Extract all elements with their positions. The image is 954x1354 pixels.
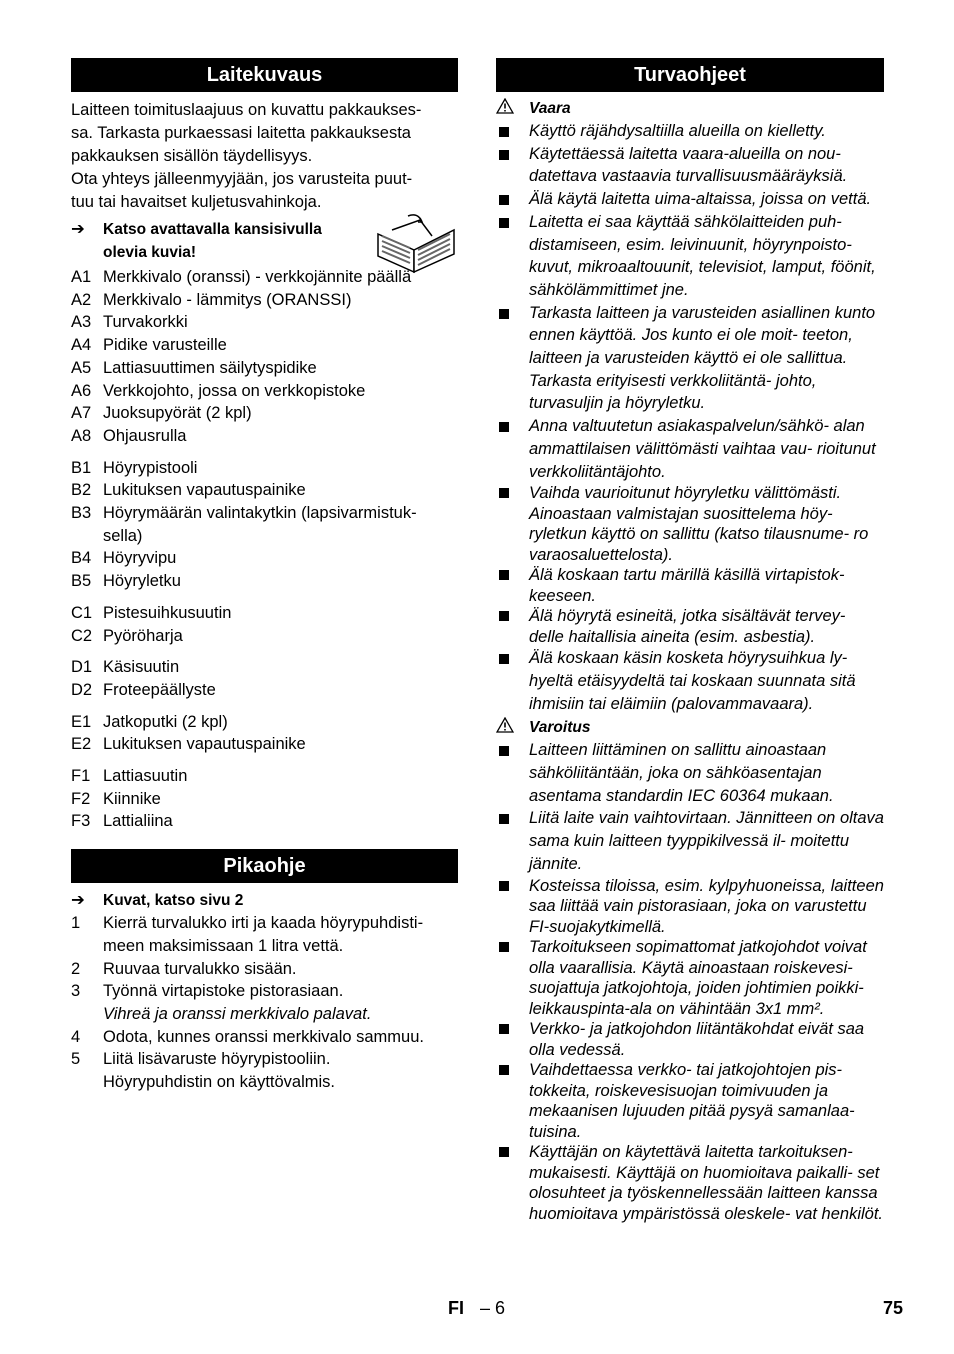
bullet-square-icon — [496, 415, 529, 483]
warning-label-text: Varoitus — [529, 719, 591, 737]
bullet-square-icon — [496, 739, 529, 807]
bullet-square-icon — [496, 876, 529, 938]
bullet-item — [496, 211, 884, 302]
bullet-text: Älä höyrytä esineitä, jotka sisältävät tervey- delle haitallisia aineita (esim. asbestia). — [529, 607, 846, 646]
cover-note-text: Katso avattavalla kansisivulla olevia kuvia! — [103, 221, 322, 261]
step-item — [71, 1048, 458, 1071]
bullet-text: Tarkoitukseen sopimattomat jatkojohdot voivat olla vaarallisia. Käytä ainoastaan roiskevesi- suojattuja jatkojohtoja, joiden johtimien poikki- leikkauspinta-ala on vähintään 3x1 mm². — [529, 938, 867, 1018]
parts-list-item — [71, 625, 458, 648]
item-text: Lattialiina — [103, 812, 173, 831]
bullet-text: Liitä laite vain vaihtovirtaan. Jännitteen on oltava sama kuin laitteen tyyppikilvessä il- moitettu jännite. — [529, 809, 884, 873]
bullet-text: Älä koskaan käsin kosketa höyrysuihkua ly- hyeltä etäisyydeltä tai koskaan suunnata sitä ihmisiin tai eläimiin (palovammavaara). — [529, 649, 856, 713]
danger-label-text: Vaara — [529, 100, 571, 117]
item-code: F3 — [71, 812, 91, 831]
step-text: Kierrä turvalukko irti ja kaada höyrypuhdisti- meen maksimissaan 1 litra vettä. — [103, 914, 424, 955]
item-code: F2 — [71, 789, 91, 808]
item-text: Höyrymäärän valintakytkin (lapsivarmistuk- sella) — [103, 504, 417, 545]
item-code: A3 — [71, 313, 92, 332]
item-text: Froteepäällyste — [103, 680, 216, 699]
bullet-square-icon — [496, 1019, 529, 1060]
item-text: Verkkojohto, jossa on verkkopistoke — [103, 381, 366, 400]
item-code: B4 — [71, 549, 92, 568]
parts-list-item — [71, 602, 458, 625]
open-book-icon — [374, 212, 458, 276]
arrow-icon: ➔ — [71, 220, 85, 238]
parts-list-item — [71, 656, 458, 679]
item-code: A7 — [71, 404, 92, 423]
bullet-square-icon — [496, 211, 529, 302]
bullet-item — [496, 415, 884, 483]
item-text: Pyöröharja — [103, 626, 183, 645]
parts-list-item — [71, 547, 458, 570]
warning-triangle-icon — [496, 717, 529, 739]
bullet-text: Älä käytä laitetta uima-altaissa, joissa on vettä. — [529, 190, 872, 209]
quick-note-text: Kuvat, katso sivu 2 — [103, 892, 244, 910]
parts-list-item — [71, 457, 458, 480]
parts-list-item — [71, 502, 458, 547]
danger-label — [496, 98, 884, 120]
bullet-text: Tarkasta laitteen ja varusteiden asiallinen kunto ennen käyttöä. Jos kunto ei ole moit- teeton, laitteen ja varusteiden käyttö ei ole sallittua. Tarkasta erityisesti verkkoliitäntä- johto, turvasuljin ja höyryletku. — [529, 303, 876, 413]
item-text: Lattiasuuttimen säilytyspidike — [103, 358, 317, 377]
parts-list-item — [71, 711, 458, 734]
item-code: E2 — [71, 735, 92, 754]
bullet-square-icon — [496, 302, 529, 416]
parts-list — [71, 266, 458, 833]
item-code: A1 — [71, 268, 92, 286]
parts-list-item — [71, 334, 458, 357]
item-code: A2 — [71, 290, 92, 309]
bullet-item — [496, 1019, 884, 1060]
item-code: B3 — [71, 504, 92, 523]
step-number: 3 — [71, 982, 81, 1001]
step-item — [71, 980, 458, 1003]
item-text: Lattiasuutin — [103, 767, 188, 786]
step-number — [71, 1003, 103, 1026]
bullet-text: Anna valtuutetun asiakaspalvelun/sähkö- alan ammattilaisen välittömästi vaihtaa vau- rioitunut verkkoliitäntäjohto. — [529, 417, 876, 481]
parts-list-item — [71, 402, 458, 425]
footer-language: FI — [448, 1298, 464, 1318]
item-text: Turvakorkki — [103, 313, 188, 332]
item-text: Jatkoputki (2 kpl) — [103, 712, 228, 731]
arrow-icon: ➔ — [71, 891, 85, 910]
section-heading-laitekuvaus: Laitekuvaus — [71, 58, 458, 92]
bullet-square-icon — [496, 1060, 529, 1142]
bullet-item — [496, 807, 884, 875]
intro-line: sa. Tarkasta purkaessasi laitetta pakkauksesta — [71, 124, 411, 142]
parts-list-item — [71, 425, 458, 448]
item-text: Pidike varusteille — [103, 336, 227, 355]
step-text: Liitä lisävaruste höyrypistooliin. — [103, 1050, 331, 1069]
parts-list-item — [71, 765, 458, 788]
quick-note — [71, 889, 458, 912]
group-gap — [71, 593, 458, 602]
footer-page-number: 75 — [883, 1298, 904, 1318]
parts-list-item — [71, 570, 458, 593]
item-text: Höyrypistooli — [103, 458, 198, 477]
parts-list-item — [71, 380, 458, 403]
intro-line: pakkauksen sisällön täydellisyys. — [71, 147, 313, 165]
parts-list-item — [71, 810, 458, 833]
item-code: A4 — [71, 336, 92, 355]
parts-list-item — [71, 311, 458, 334]
item-code: D1 — [71, 658, 93, 677]
intro-line: Ota yhteys jälleenmyyjään, jos varusteita puut- — [71, 170, 413, 188]
item-text: Höyryletku — [103, 572, 181, 591]
item-text: Lukituksen vapautuspainike — [103, 481, 306, 500]
bullet-square-icon — [496, 143, 529, 188]
bullet-square-icon — [496, 606, 529, 647]
step-number: 2 — [71, 959, 81, 978]
step-number: 1 — [71, 914, 81, 933]
right-column — [496, 58, 884, 1224]
bullet-item — [496, 483, 884, 565]
parts-list-item — [71, 289, 458, 312]
item-code: F1 — [71, 767, 91, 786]
step-item — [71, 1026, 458, 1049]
item-code: C1 — [71, 603, 93, 622]
item-code: B1 — [71, 458, 92, 477]
intro-line: tuu tai havaitset kuljetusvahinkoja. — [71, 193, 322, 211]
bullet-text: Verkko- ja jatkojohdon liitäntäkohdat eivät saa olla vedessä. — [529, 1020, 865, 1059]
item-text: Merkkivalo - lämmitys (ORANSSI) — [103, 290, 352, 309]
parts-list-item — [71, 479, 458, 502]
step-item — [71, 1071, 458, 1094]
bullet-item — [496, 120, 884, 143]
bullet-item — [496, 739, 884, 807]
group-gap — [71, 756, 458, 765]
item-text: Pistesuihkusuutin — [103, 603, 232, 622]
step-text: Odota, kunnes oranssi merkkivalo sammuu. — [103, 1027, 424, 1046]
bullet-text: Älä koskaan tartu märillä käsillä virtapistok- keeseen. — [529, 566, 845, 605]
section-heading-turvaohjeet: Turvaohjeet — [496, 58, 884, 92]
bullet-square-icon — [496, 807, 529, 875]
step-item — [71, 912, 458, 957]
bullet-square-icon — [496, 120, 529, 143]
bullet-item — [496, 1060, 884, 1142]
step-text: Vihreä ja oranssi merkkivalo palavat. — [103, 1004, 372, 1023]
step-number: 5 — [71, 1050, 81, 1069]
group-gap — [71, 647, 458, 656]
bullet-square-icon — [496, 937, 529, 1019]
step-number: 4 — [71, 1027, 81, 1046]
bullet-item — [496, 606, 884, 647]
bullet-square-icon — [496, 483, 529, 565]
bullet-text: Käyttö räjähdysaltiilla alueilla on kielletty. — [529, 122, 826, 140]
bullet-text: Kosteissa tiloissa, esim. kylpyhuoneissa, laitteen saa liittää vain pistorasiaan, joka on varustettu FI-suojakytkimellä. — [529, 876, 884, 936]
step-text: Työnnä virtapistoke pistorasiaan. — [103, 982, 344, 1001]
warning-list — [496, 739, 884, 1224]
item-text: Käsisuutin — [103, 658, 180, 677]
bullet-item — [496, 647, 884, 715]
bullet-square-icon — [496, 565, 529, 606]
item-code: A8 — [71, 426, 92, 445]
parts-list-item — [71, 788, 458, 811]
bullet-text: Laitteen liittäminen on sallittu ainoastaan sähköliitäntään, joka on sähköasentajan asentama standardin IEC 60364 mukaan. — [529, 741, 834, 805]
warning-label — [496, 717, 884, 739]
bullet-text: Laitetta ei saa käyttää sähkölaitteiden puh- distamiseen, esim. leivinuunit, höyrynpoisto- kuvut, mikroaaltouunit, televisiot, lamput, föönit, sähkölämmittimet jne. — [529, 212, 876, 299]
item-text: Lukituksen vapautuspainike — [103, 735, 306, 754]
step-item — [71, 958, 458, 981]
left-column — [71, 58, 458, 1094]
bullet-item — [496, 143, 884, 188]
step-text: Ruuvaa turvalukko sisään. — [103, 959, 297, 978]
item-text: Juoksupyörät (2 kpl) — [103, 404, 252, 423]
item-code: A6 — [71, 381, 92, 400]
item-code: C2 — [71, 626, 93, 645]
parts-list-item — [71, 679, 458, 702]
bullet-item — [496, 937, 884, 1019]
item-code: E1 — [71, 712, 92, 731]
item-code: B2 — [71, 481, 92, 500]
bullet-text: Vaihdettaessa verkko- tai jatkojohtojen pis- tokkeita, roiskevesisuojan toimivuuden ja mekaanisen lujuuden pitää pysyä samanlaa- tuisina. — [529, 1061, 855, 1141]
intro-line: Laitteen toimituslaajuus on kuvattu pakkaukses- — [71, 101, 422, 119]
warning-triangle-icon — [496, 98, 529, 120]
item-code: B5 — [71, 572, 92, 591]
footer-page-label: – 6 — [480, 1298, 506, 1318]
step-number — [71, 1071, 103, 1094]
bullet-text: Vaihda vaurioitunut höyryletku välittömästi. Ainoastaan valmistajan suosittelema höy- ryletkun käyttö on sallittu (katso tilausnume- ro varaosaluettelosta). — [529, 484, 869, 564]
bullet-item — [496, 876, 884, 938]
bullet-square-icon — [496, 188, 529, 211]
danger-list — [496, 120, 884, 715]
bullet-item — [496, 302, 884, 416]
item-text: Merkkivalo (oranssi) - verkkojännite päällä — [103, 268, 412, 286]
bullet-item — [496, 1142, 884, 1224]
item-text: Ohjausrulla — [103, 426, 187, 445]
bullet-square-icon — [496, 647, 529, 715]
group-gap — [71, 702, 458, 711]
item-text: Höyryvipu — [103, 549, 177, 568]
item-code: A5 — [71, 358, 92, 377]
bullet-item — [496, 188, 884, 211]
intro-paragraph — [71, 99, 458, 214]
section-heading-pikaohje: Pikaohje — [71, 849, 458, 883]
cover-note — [71, 218, 458, 264]
step-item — [71, 1003, 458, 1026]
parts-list-item — [71, 733, 458, 756]
item-code: D2 — [71, 680, 93, 699]
item-text: Kiinnike — [103, 789, 161, 808]
steps-list — [71, 912, 458, 1094]
bullet-text: Käytettäessä laitetta vaara-alueilla on nou- datettava vastaavia turvallisuusmääräyksiä. — [529, 144, 848, 186]
bullet-text: Käyttäjän on käytettävä laitetta tarkoituksen- mukaisesti. Käyttäjä on huomioitava paikalli- set olosuhteet ja työskennellessään laitteen kanssa huomioitava ympäristössä oleskele- vat henkilöt. — [529, 1143, 884, 1223]
group-gap — [71, 448, 458, 457]
step-text: Höyrypuhdistin on käyttövalmis. — [103, 1073, 336, 1092]
parts-list-item — [71, 357, 458, 380]
bullet-item — [496, 565, 884, 606]
bullet-square-icon — [496, 1142, 529, 1224]
